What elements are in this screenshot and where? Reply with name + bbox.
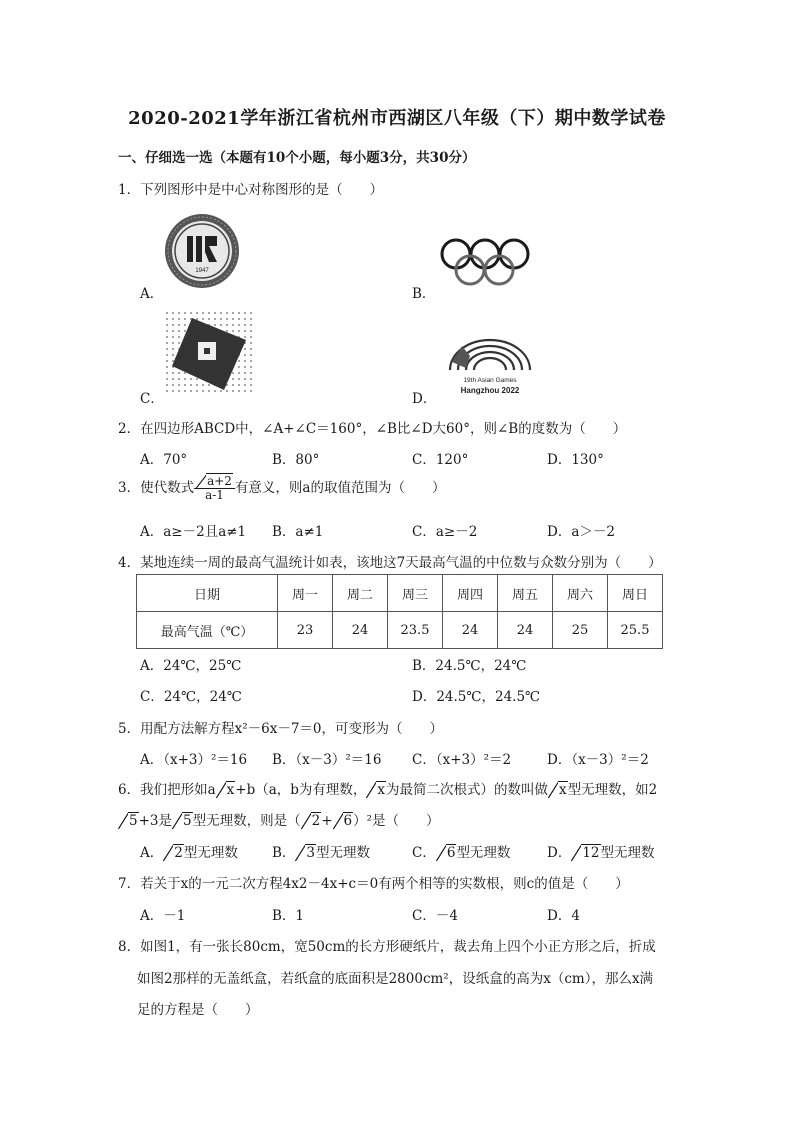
question-8-line-3: 足的方程是（ ） xyxy=(137,1002,259,1018)
q3-radicand: a+2 xyxy=(207,474,232,488)
asian-games-logo-image xyxy=(440,332,540,398)
page-title: 2020-2021学年浙江省杭州市西湖区八年级（下）期中数学试卷 xyxy=(128,108,666,129)
q7-option-c: C．－4 xyxy=(412,908,458,924)
section-title: 一、仔细选一选（本题有10个小题，每小题3分，共30分） xyxy=(118,150,476,166)
q6-option-label: A． xyxy=(140,845,164,861)
q4-option-b: B．24.5℃，24℃ xyxy=(412,658,527,674)
question-3-stem xyxy=(118,475,446,502)
q7-option-d: D．4 xyxy=(547,908,580,924)
sqrt-symbol xyxy=(172,813,193,829)
q6-text: +3是 xyxy=(138,813,172,829)
q6-text: 为最简二次根式）的数叫做 xyxy=(386,782,549,798)
q1-option-d-label: D． xyxy=(412,391,437,407)
q6-option-suffix: 型无理数 xyxy=(316,845,371,861)
q3-option-d: D．a＞－2 xyxy=(547,524,615,540)
table-header-cell: 周五 xyxy=(498,575,553,612)
q6-option-suffix: 型无理数 xyxy=(183,845,238,861)
sqrt-symbol xyxy=(548,782,568,798)
q5-option-d: D．（x－3）²＝2 xyxy=(547,752,649,768)
table-cell: 24 xyxy=(498,612,553,649)
q3-fraction xyxy=(194,475,235,502)
q6-radicand: 5 xyxy=(183,813,192,829)
q6-option-c xyxy=(412,841,510,861)
table-header-cell: 周日 xyxy=(608,575,663,612)
sqrt-symbol xyxy=(163,845,184,861)
table-header-row xyxy=(137,575,663,612)
table-cell: 25 xyxy=(553,612,608,649)
q6-option-suffix: 型无理数 xyxy=(456,845,511,861)
question-2-stem: 2．在四边形ABCD中，∠A+∠C＝160°，∠B比∠D大60°，则∠B的度数为（ ） xyxy=(118,421,627,437)
q2-option-b: B．80° xyxy=(272,452,320,468)
q4-option-c: C．24℃，24℃ xyxy=(140,689,242,705)
table-header-cell: 周一 xyxy=(278,575,333,612)
q5-option-a: A．（x+3）²＝16 xyxy=(140,752,248,768)
table-cell: 25.5 xyxy=(608,612,663,649)
table-header-cell: 周三 xyxy=(388,575,443,612)
sqrt-symbol xyxy=(333,813,354,829)
q6-option-d xyxy=(547,841,655,861)
q1-option-c-label: C． xyxy=(140,391,164,407)
q1-option-b-label: B． xyxy=(412,286,436,302)
sqrt-symbol xyxy=(216,782,236,798)
temperature-table xyxy=(136,574,663,649)
sqrt-symbol xyxy=(436,845,457,861)
q2-option-a: A．70° xyxy=(140,452,188,468)
table-header-cell: 周四 xyxy=(443,575,498,612)
q4-option-d: D．24.5℃，24.5℃ xyxy=(412,689,541,705)
question-4-stem: 4．某地连续一周的最高气温统计如表，该地这7天最高气温的中位数与众数分别为（ ） xyxy=(118,555,662,571)
table-header-cell: 日期 xyxy=(137,575,278,612)
sqrt-symbol xyxy=(571,845,600,861)
q6-option-b xyxy=(272,841,370,861)
q6-option-suffix: 型无理数 xyxy=(600,845,655,861)
q6-text: 型无理数，则是（ xyxy=(192,813,301,829)
q6-option-label: D． xyxy=(547,845,572,861)
q6-plus: + xyxy=(321,813,333,829)
q3-option-b: B．a≠1 xyxy=(272,524,324,540)
sqrt-symbol xyxy=(301,813,322,829)
question-7-stem: 7．若关于x的一元二次方程4x2－4x+c＝0有两个相等的实数根，则c的值是（ ） xyxy=(118,876,629,892)
asian-games-line-2: Hangzhou 2022 xyxy=(460,386,520,395)
sqrt-symbol xyxy=(366,782,386,798)
q3-denominator: a-1 xyxy=(205,488,224,503)
q6-radicand: x xyxy=(559,782,567,798)
q6-option-label: B． xyxy=(272,845,296,861)
q6-option-radicand: 6 xyxy=(446,845,456,861)
q1-option-a-label: A． xyxy=(140,286,164,302)
q7-option-b: B．1 xyxy=(272,908,305,924)
q7-option-a: A．－1 xyxy=(140,908,186,924)
q6-text: +b（a，b为有理数， xyxy=(235,782,367,798)
q5-option-c: C．（x+3）²＝2 xyxy=(412,752,512,768)
question-8-line-2: 如图2那样的无盖纸盒，若纸盒的底面积是2800cm²，设纸盒的高为x（cm），那么x满 xyxy=(137,971,654,987)
q6-text: 6．我们把形如a xyxy=(118,782,216,798)
olympic-rings-image xyxy=(438,234,532,294)
q3-stem-pre: 3．使代数式 xyxy=(118,480,195,497)
q6-text: ）²是（ ） xyxy=(353,813,440,829)
q3-stem-post: 有意义，则a的取值范围为（ ） xyxy=(234,480,446,497)
q6-radicand: x xyxy=(226,782,235,798)
q6-option-label: C． xyxy=(412,845,436,861)
q6-radicand: 5 xyxy=(129,813,138,829)
q6-radicand: 6 xyxy=(343,813,353,829)
table-cell: 23.5 xyxy=(388,612,443,649)
emblem-year: 1947 xyxy=(195,268,209,274)
table-cell: 24 xyxy=(443,612,498,649)
q2-option-c: C．120° xyxy=(412,452,469,468)
q6-option-radicand: 2 xyxy=(174,845,183,861)
sqrt-symbol xyxy=(118,813,139,829)
table-cell: 最高气温（℃） xyxy=(137,612,278,649)
q6-option-radicand: 3 xyxy=(306,845,316,861)
q6-radicand: x xyxy=(377,782,386,798)
table-header-cell: 周六 xyxy=(553,575,608,612)
q6-option-a xyxy=(140,841,238,861)
table-cell: 23 xyxy=(278,612,333,649)
question-8-line-1: 8．如图1，有一张长80cm，宽50cm的长方形硬纸片，裁去角上四个小正方形之后，折成 xyxy=(118,939,656,955)
table-row xyxy=(137,612,663,649)
q6-text: 型无理数，如2 xyxy=(567,782,658,798)
question-6-line-1 xyxy=(118,778,657,798)
q5-option-b: B．（x－3）²＝16 xyxy=(272,752,382,768)
rotated-square-image xyxy=(164,310,254,392)
sqrt-symbol xyxy=(295,845,316,861)
question-1-stem: 1．下列图形中是中心对称图形的是（ ） xyxy=(118,182,384,198)
q3-option-c: C．a≥－2 xyxy=(412,524,478,540)
emblem-image xyxy=(163,212,241,290)
q6-radicand: 2 xyxy=(311,813,321,829)
table-cell: 24 xyxy=(333,612,388,649)
asian-games-line-1: 19th Asian Games xyxy=(463,377,517,384)
q2-option-d: D．130° xyxy=(547,452,604,468)
q3-option-a: A．a≥－2且a≠1 xyxy=(140,524,247,540)
q6-option-radicand: 12 xyxy=(582,845,600,861)
question-5-stem: 5．用配方法解方程x²－6x－7＝0，可变形为（ ） xyxy=(118,721,443,737)
table-header-cell: 周二 xyxy=(333,575,388,612)
q4-option-a: A．24℃，25℃ xyxy=(140,658,242,674)
question-6-line-2 xyxy=(118,809,440,829)
q3-radical xyxy=(196,475,233,488)
